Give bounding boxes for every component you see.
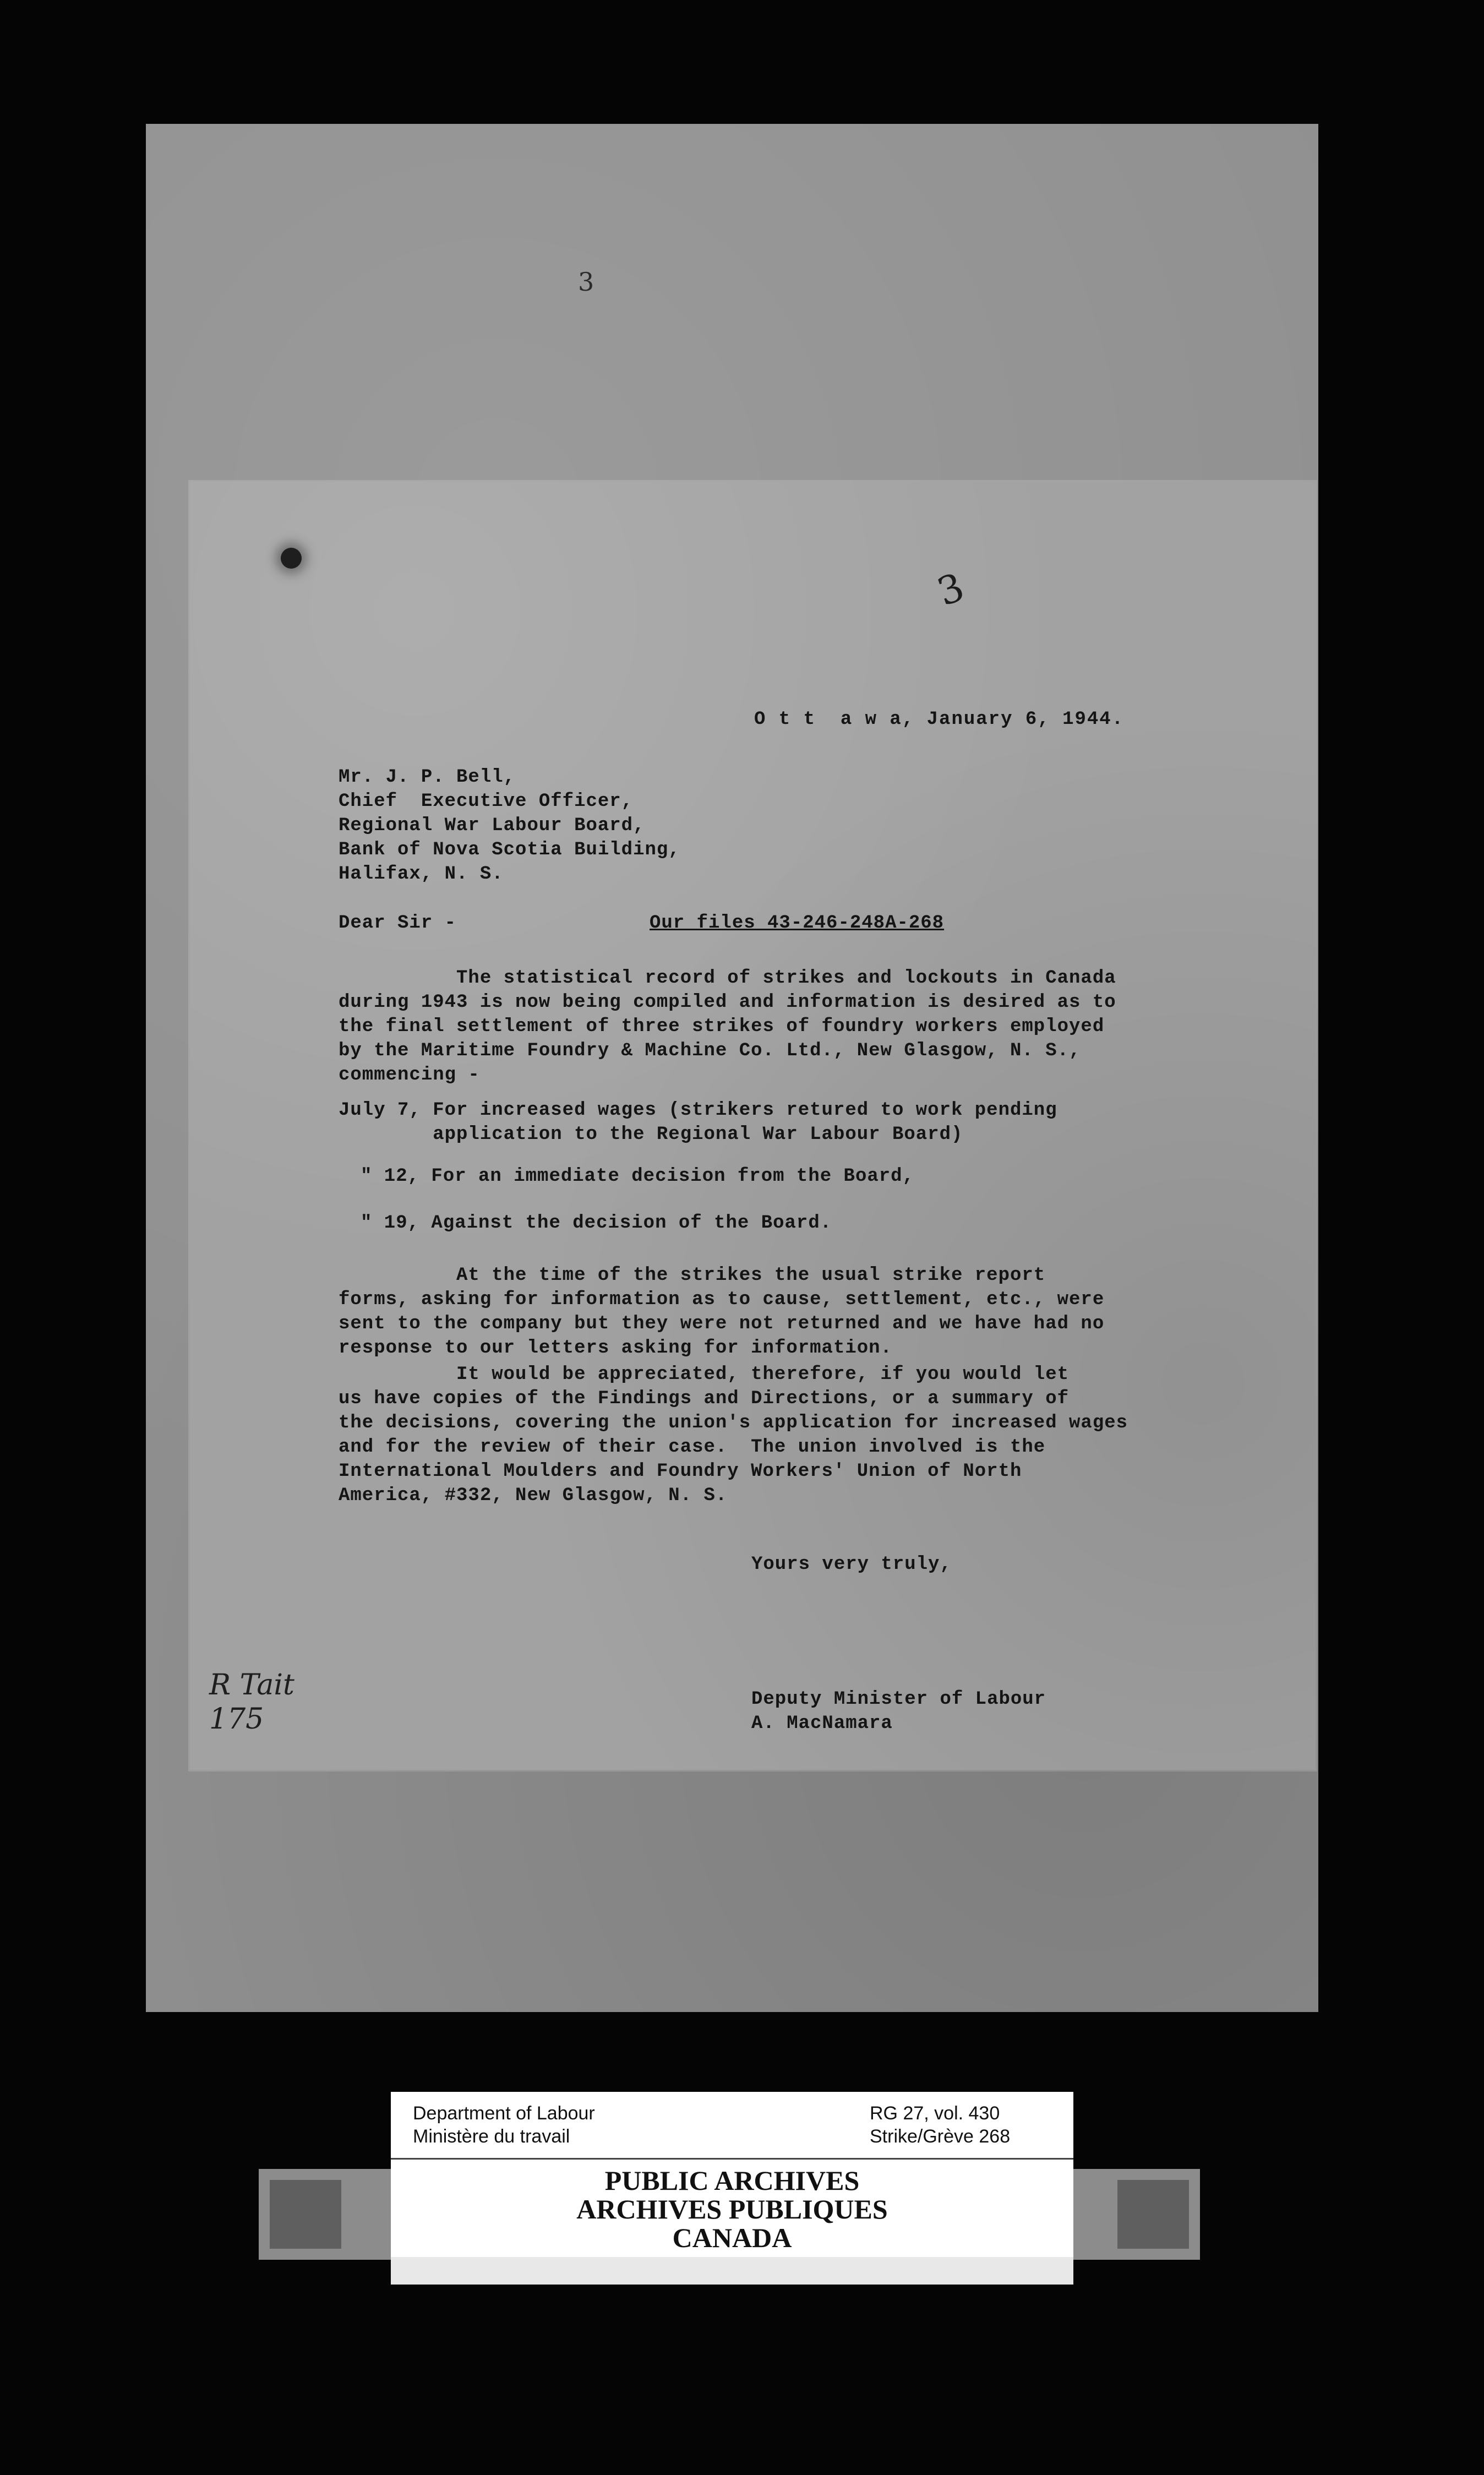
department-name [413, 2102, 595, 2148]
archives-title [391, 2166, 1073, 2252]
paragraph-1 [339, 966, 1116, 1087]
back-sheet-mark: 3 [578, 267, 594, 297]
paragraph-line: forms, asking for information as to cause, settlement, etc., were [339, 1289, 1105, 1310]
files-reference: Our files 43-246-248A-268 [650, 913, 945, 934]
signature-line: Deputy Minister of Labour [751, 1689, 1046, 1710]
address-line: Halifax, N. S. [339, 864, 504, 885]
department-en: Department of Labour [413, 2103, 595, 2124]
item-line: application to the Regional War Labour Board) [339, 1124, 963, 1145]
address-line: Mr. J. P. Bell, [339, 767, 516, 788]
address-line: Chief Executive Officer, [339, 791, 634, 812]
paragraph-line: us have copies of the Findings and Directions, or a summary of [339, 1388, 1070, 1409]
left-clip [270, 2180, 341, 2249]
paragraph-2 [339, 1263, 1104, 1360]
label-header [391, 2092, 1073, 2160]
paragraph-line: It would be appreciated, therefore, if you would let [339, 1364, 1070, 1385]
dateline: O t t a w a, January 6, 1944. [754, 709, 1125, 730]
closing: Yours very truly, [751, 1554, 952, 1575]
paragraph-line: by the Maritime Foundry & Machine Co. Ltd., New Glasgow, N. S., [339, 1040, 1081, 1061]
strike-item-19: " 19, Against the decision of the Board. [361, 1213, 832, 1234]
paragraph-line: sent to the company but they were not returned and we have had no [339, 1313, 1105, 1334]
archives-fr: ARCHIVES PUBLIQUES [576, 2194, 888, 2225]
punch-hole [281, 548, 302, 569]
address-line: Regional War Labour Board, [339, 815, 645, 836]
label-bottom-band [391, 2257, 1073, 2285]
handwritten-line: R Tait [209, 1669, 294, 1702]
strike-item-july-7 [339, 1098, 1057, 1147]
paragraph-3 [339, 1362, 1128, 1508]
recipient-address [339, 765, 680, 886]
paragraph-line: the decisions, covering the union's application for increased wages [339, 1413, 1128, 1433]
paragraph-line: The statistical record of strikes and lockouts in Canada [339, 968, 1116, 989]
archives-country: CANADA [672, 2222, 792, 2253]
pen-mark: 3 [931, 564, 970, 615]
signature-line: A. MacNamara [751, 1713, 893, 1734]
address-line: Bank of Nova Scotia Building, [339, 839, 680, 860]
record-strike: Strike/Grève 268 [870, 2126, 1011, 2147]
signature-block [751, 1687, 1046, 1736]
paragraph-line: and for the review of their case. The union involved is the [339, 1437, 1046, 1458]
department-fr: Ministère du travail [413, 2126, 570, 2147]
record-reference [870, 2102, 1010, 2148]
archive-label [391, 2092, 1073, 2285]
paragraph-line: commencing - [339, 1065, 480, 1086]
item-line: July 7, For increased wages (strikers retured to work pending [339, 1100, 1057, 1121]
paragraph-line: during 1943 is now being compiled and information is desired as to [339, 992, 1116, 1013]
paragraph-line: America, #332, New Glasgow, N. S. [339, 1485, 728, 1506]
handwritten-line: 175 [209, 1703, 264, 1736]
handwritten-note [209, 1668, 294, 1736]
record-volume: RG 27, vol. 430 [870, 2103, 1000, 2124]
archives-en: PUBLIC ARCHIVES [604, 2165, 860, 2196]
paragraph-line: At the time of the strikes the usual strike report [339, 1265, 1046, 1286]
paragraph-line: International Moulders and Foundry Workers' Union of North [339, 1461, 1022, 1482]
paragraph-line: the final settlement of three strikes of foundry workers employed [339, 1016, 1105, 1037]
paragraph-line: response to our letters asking for information. [339, 1338, 892, 1359]
strike-item-12: " 12, For an immediate decision from the Board, [361, 1166, 914, 1187]
salutation: Dear Sir - [339, 913, 457, 934]
right-clip [1117, 2180, 1189, 2249]
letter-page [190, 482, 1316, 1770]
